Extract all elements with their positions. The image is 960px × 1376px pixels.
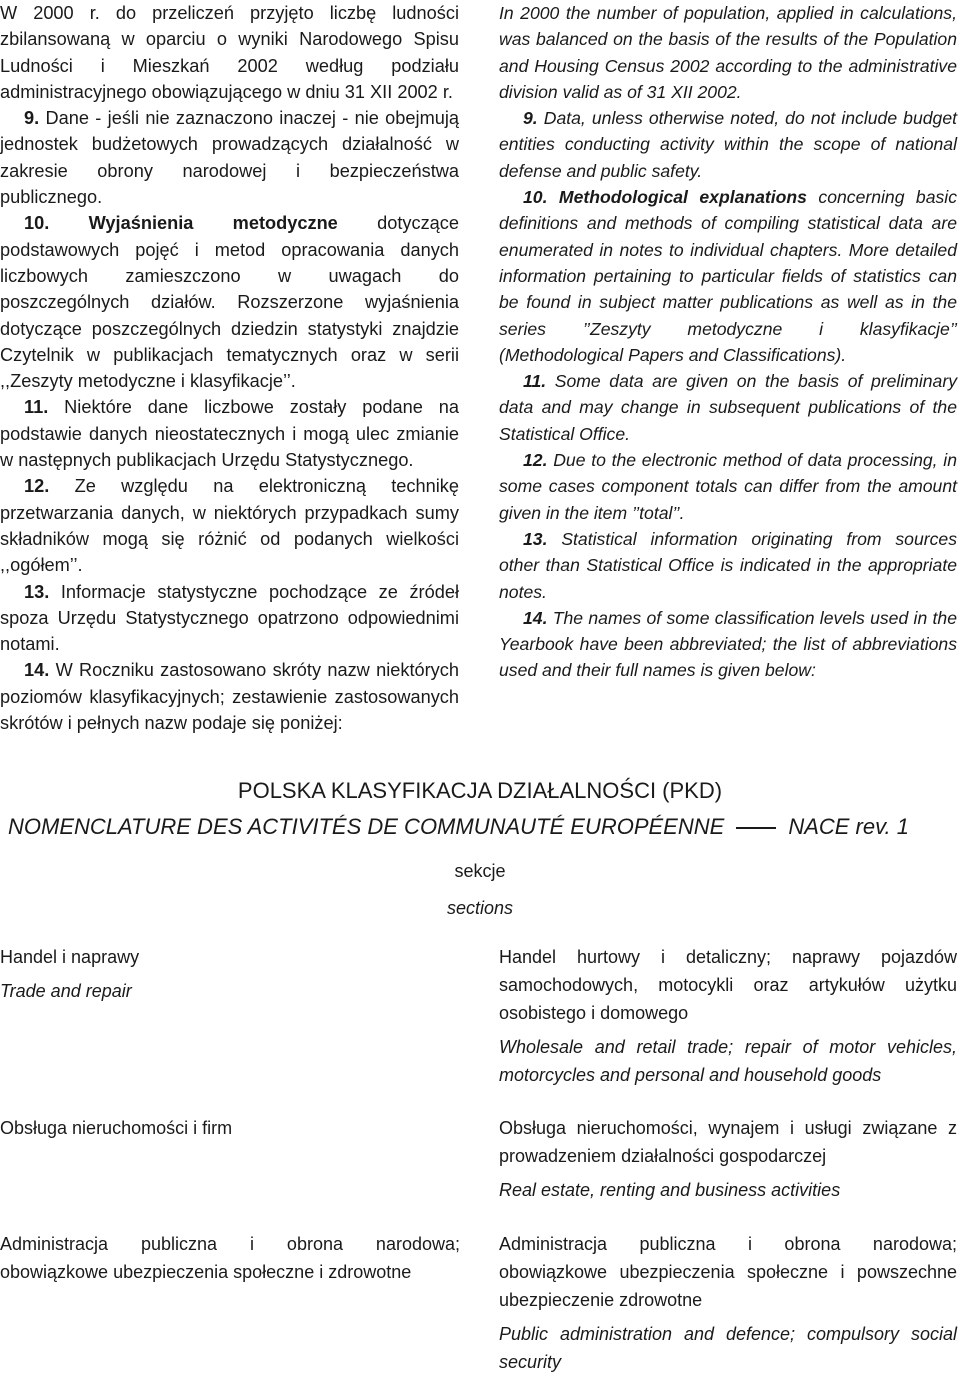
english-column	[499, 0, 957, 684]
paragraph-10-en: 10. Methodological explanations concerning basic definitions and methods of compiling statistical data are enumerated in notes to individual chapters. More detailed information pertaining to particular fields of statistics can be found in subject matter publications as well as in the series ’’Zeszyty metodyczne i klasyfikacje’’ (Methodological Papers and Classifications).	[499, 187, 958, 365]
section-full-name: Handel hurtowy i detaliczny; naprawy pojazdów samochodowych, motocykli oraz artykułów użytku osobistego i domowego Wholesale and retail trade; repair of motor vehicles, motorcycles and personal and household goods	[499, 947, 957, 1085]
paragraph-8-en: In 2000 the number of population, applied in calculations, was balanced on the basis of the results of the Population and Housing Census 2002 according to the administrative division valid as of 31 XII 2002.	[499, 3, 957, 102]
item-number: 10.	[523, 187, 548, 208]
item-number: 11.	[523, 371, 547, 392]
section-short-name: Obsługa nieruchomości i firm	[0, 1118, 233, 1138]
item-number: 11.	[24, 397, 49, 418]
paragraph-13-en: 13. Statistical information originating from sources other than Statistical Office is indicated in the appropriate notes.	[499, 528, 957, 602]
item-number: 10.	[24, 213, 50, 234]
paragraph-14-pl: 14. W Roczniku zastosowano skróty nazw niektórych poziomów klasyfikacyjnych; zestawienie zastosowanych skrótów i pełnych nazw podaje się poniżej:	[0, 660, 459, 734]
section-full-name: Administracja publiczna i obrona narodowa; obowiązkowe ubezpieczenia społeczne i powszechne ubezpieczenie zdrowotne Public administration and defence; compulsory social security	[499, 1234, 957, 1372]
sections-heading-en: sections	[446, 898, 514, 918]
polish-column	[0, 0, 459, 736]
item-number: 9.	[24, 108, 40, 129]
section-short-name: Handel i naprawy Trade and repair	[0, 947, 140, 1001]
item-number: 13.	[24, 581, 50, 602]
item-number: 12.	[24, 476, 50, 497]
paragraph-9-en: 9. Data, unless otherwise noted, do not include budget entities conducting activity within the scope of national defense and public safety.	[499, 108, 957, 181]
item-number: 13.	[523, 528, 548, 549]
item-number: 14.	[523, 607, 548, 628]
paragraph-11-pl: 11. Niektóre dane liczbowe zostały podane na podstawie danych nieostatecznych i mogą ulec zmianie w następnych publikacjach Urzędu Statystycznego.	[0, 397, 459, 471]
nace-title-en: NOMENCLATURE DES ACTIVITÉS DE COMMUNAUTÉ EUROPÉENNE NACE rev. 1	[8, 814, 909, 839]
pkd-title-pl: POLSKA KLASYFIKACJA DZIAŁALNOŚCI (PKD)	[237, 778, 723, 803]
paragraph-9-pl: 9. Dane - jeśli nie zaznaczono inaczej - nie obejmują jednostek budżetowych prowadzących działalność w zakresie obrony narodowej i bezpieczeństwa publicznego.	[0, 108, 459, 208]
section-short-name: Administracja publiczna i obrona narodowa; obowiązkowe ubezpieczenia społeczne i zdrowotne	[0, 1234, 460, 1282]
paragraph-10-pl: 10. Wyjaśnienia metodyczne dotyczące podstawowych pojęć i metod opracowania danych liczbowych zamieszczono w uwagach do poszczególnych działów. Rozszerzone wyjaśnienia dotyczące poszczególnych dziedzin statystyki znajdzie Czytelnik w publikacjach tematycznych oraz w serii ,,Zeszyty metodyczne i klasyfikacje’’.	[0, 213, 459, 392]
paragraph-14-en: 14. The names of some classification levels used in the Yearbook have been abbreviated; the list of abbreviations used and their full names is given below:	[499, 607, 957, 681]
em-dash	[736, 827, 776, 829]
item-number: 14.	[24, 660, 50, 681]
paragraph-11-en: 11. Some data are given on the basis of preliminary data and may change in subsequent publications of the Statistical Office.	[499, 371, 957, 444]
item-number: 9.	[523, 108, 538, 129]
paragraph-12-pl: 12. Ze względu na elektroniczną technikę przetwarzania danych, w niektórych przypadkach sumy składników mogą się różnić od podanych wielkości ,,ogółem’’.	[0, 476, 459, 576]
paragraph-13-pl: 13. Informacje statystyczne pochodzące ze źródeł spoza Urzędu Statystycznego opatrzono odpowiednimi notami.	[0, 581, 459, 655]
paragraph-12-en: 12. Due to the electronic method of data processing, in some cases component totals can differ from the amount given in the item ’’total’’.	[499, 450, 957, 523]
sections-heading-pl: sekcje	[454, 861, 506, 881]
paragraph-8-pl: W 2000 r. do przeliczeń przyjęto liczbę ludności zbilansowaną w oparciu o wyniki Narodowego Spisu Ludności i Mieszkań 2002 według podziału administracyjnego obowiązującego w dniu 31 XII 2002 r.	[0, 3, 459, 102]
section-full-name: Obsługa nieruchomości, wynajem i usługi związane z prowadzeniem działalności gospodarczej Real estate, renting and business activities	[499, 1118, 957, 1200]
item-number: 12.	[523, 450, 548, 471]
